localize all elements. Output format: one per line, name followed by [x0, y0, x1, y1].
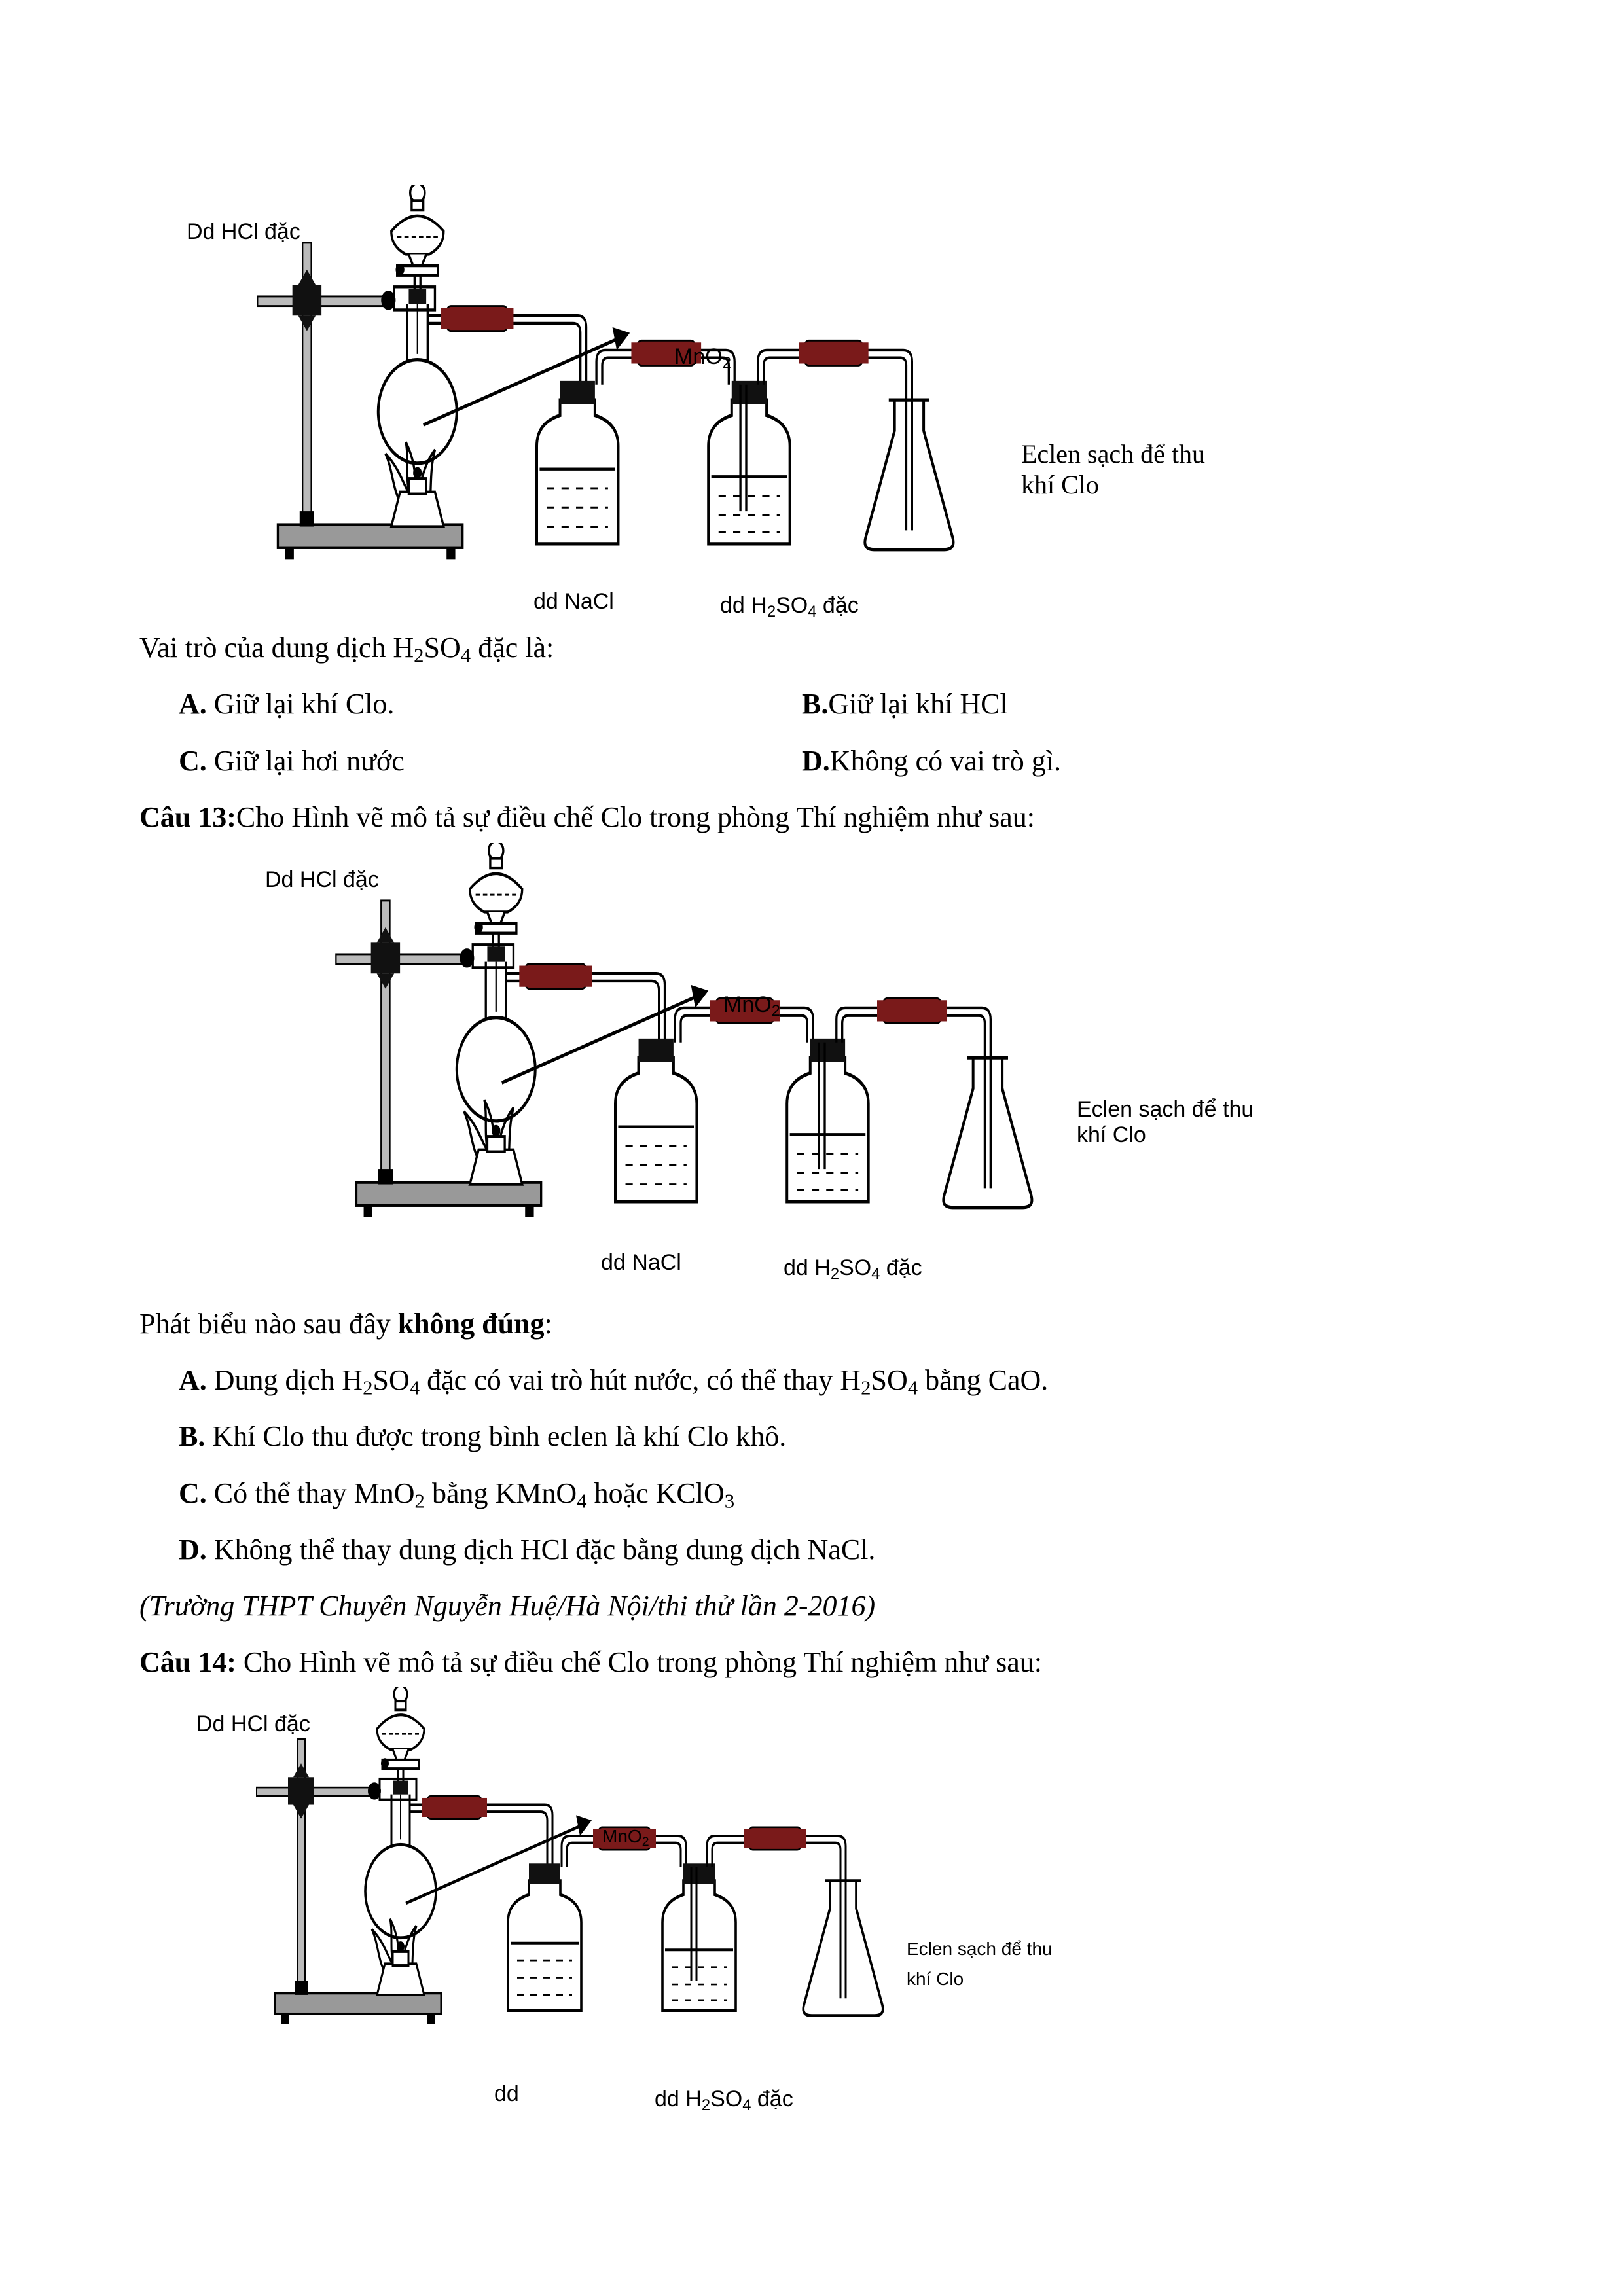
label-mno2: MnO$_2$	[602, 1826, 649, 1849]
q12-stem: Vai trò của dung dịch $H_2SO_4$ đặc là:	[139, 632, 554, 667]
q12-option-d: D.Không có vai trò gì.	[802, 745, 1061, 777]
q13-option-b: B. Khí Clo thu được trong bình eclen là khí Clo khô.	[179, 1420, 787, 1452]
q13-source: (Trường THPT Chuyên Nguyễn Huệ/Hà Nội/thi thử lần 2-2016)	[139, 1590, 876, 1622]
label-mno2: MnO$_2$	[723, 992, 780, 1020]
q12-option-c: C. Giữ lại hơi nước	[179, 745, 405, 777]
apparatus-diagram-2	[327, 843, 1113, 1227]
q13-option-a: A. Dung dịch $H_2SO_4$ đặc có vai trò hút nước, có thể thay $H_2SO_4$ bằng CaO.	[179, 1364, 1049, 1399]
figure-1	[0, 0, 1624, 628]
label-hcl: Dd HCl đặc	[196, 1712, 310, 1736]
figure-3	[0, 1682, 1624, 2140]
q13-stem: Câu 13:Cho Hình vẽ mô tả sự điều chế Clo trong phòng Thí nghiệm như sau:	[139, 801, 1036, 833]
label-h2so4: dd $H_2SO_4$ đặc	[784, 1255, 922, 1283]
apparatus-diagram-1	[249, 185, 1034, 569]
q14-stem: Câu 14: Cho Hình vẽ mô tả sự điều chế Clo trong phòng Thí nghiệm như sau:	[139, 1646, 1043, 1678]
figure-2	[0, 838, 1624, 1296]
apparatus-diagram-3	[249, 1687, 956, 2033]
label-h2so4: dd $H_2SO_4$ đặc	[655, 2087, 793, 2114]
label-eclen: Eclen sạch để thu khí Clo	[1077, 1097, 1254, 1147]
label-hcl: Dd HCl đặc	[265, 867, 379, 892]
q13-option-c: C. Có thể thay MnO$_2$ bằng KMnO$_4$ hoặc KClO$_3$	[179, 1477, 735, 1513]
label-hcl: Dd HCl đặc	[187, 219, 300, 244]
label-mno2: MnO$_2$	[674, 344, 731, 372]
label-h2so4: dd $H_2SO_4$ đặc	[720, 593, 859, 620]
label-eclen: Eclen sạch để thu khí Clo	[1021, 439, 1205, 499]
q12-option-a: A. Giữ lại khí Clo.	[179, 688, 395, 720]
q13-option-d: D. Không thể thay dung dịch HCl đặc bằng dung dịch NaCl.	[179, 1534, 876, 1566]
label-eclen: Eclen sạch để thu khí Clo	[907, 1939, 1053, 1989]
label-nacl: dd NaCl	[601, 1250, 681, 1275]
q12-option-b: B.Giữ lại khí HCl	[802, 688, 1008, 720]
label-dd: dd	[494, 2081, 519, 2106]
label-nacl: dd NaCl	[533, 589, 614, 614]
q13-prompt: Phát biểu nào sau đây không đúng:	[139, 1308, 552, 1340]
